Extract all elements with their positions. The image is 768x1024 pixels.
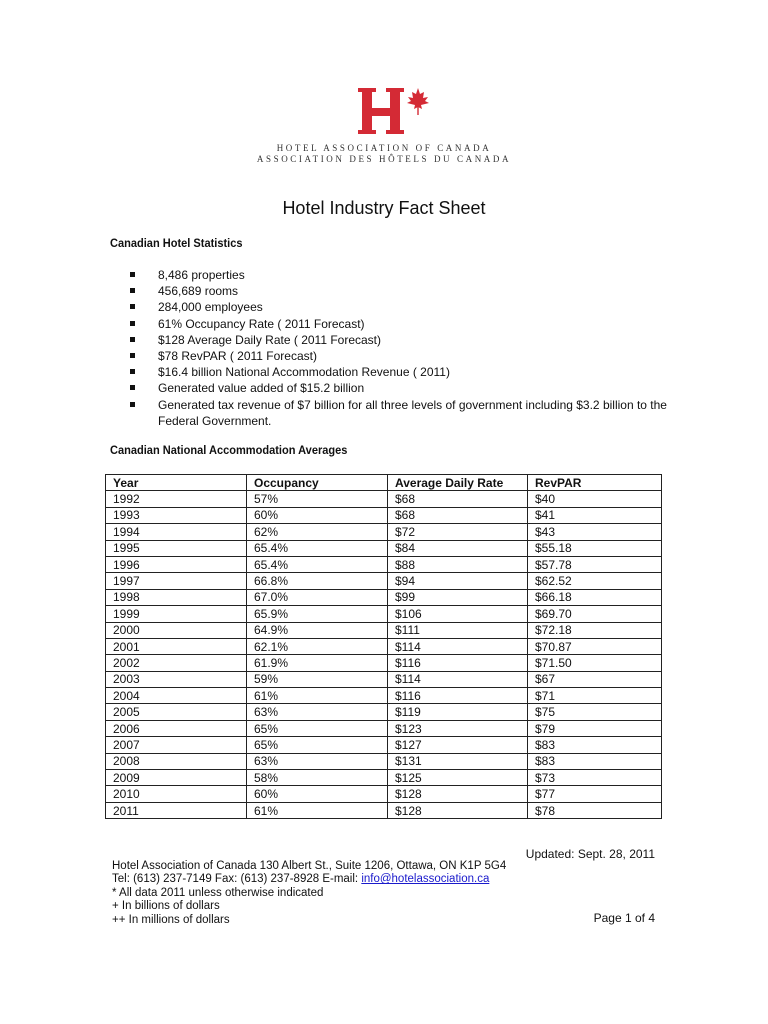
year-cell: 2008 [106, 753, 247, 769]
bullet-icon [130, 402, 135, 407]
revpar-cell: $79 [528, 720, 662, 736]
averages-table [105, 474, 662, 819]
bullet-icon [130, 321, 135, 326]
list-item-text: Generated value added of $15.2 billion [158, 381, 365, 396]
footer-note-billions: + In billions of dollars [112, 900, 220, 913]
adr-cell: $128 [388, 802, 528, 818]
averages-table-body [106, 491, 662, 819]
occupancy-cell: 58% [247, 770, 388, 786]
occupancy-cell: 60% [247, 507, 388, 523]
year-cell: 1996 [106, 556, 247, 572]
logo-text-french: ASSOCIATION DES HÔTELS DU CANADA [256, 154, 512, 164]
year-cell: 1997 [106, 573, 247, 589]
year-cell: 2001 [106, 638, 247, 654]
occupancy-cell: 59% [247, 671, 388, 687]
updated-date: Updated: Sept. 28, 2011 [525, 847, 655, 861]
adr-cell: $68 [388, 507, 528, 523]
list-item-text: $128 Average Daily Rate ( 2011 Forecast) [158, 332, 382, 347]
adr-cell: $123 [388, 720, 528, 736]
year-cell: 2006 [106, 720, 247, 736]
occupancy-cell: 63% [247, 753, 388, 769]
adr-cell: $114 [388, 638, 528, 654]
table-row [106, 770, 662, 786]
page-number: Page 1 of 4 [593, 911, 655, 925]
table-row [106, 688, 662, 704]
list-item [110, 364, 670, 380]
occupancy-cell: 66.8% [247, 573, 388, 589]
table-row [106, 491, 662, 507]
bullet-icon [130, 304, 135, 309]
list-item [110, 348, 670, 364]
adr-cell: $99 [388, 589, 528, 605]
year-cell: 2011 [106, 802, 247, 818]
table-row [106, 622, 662, 638]
adr-cell: $88 [388, 556, 528, 572]
column-header-occupancy: Occupancy [247, 475, 388, 491]
occupancy-cell: 61% [247, 688, 388, 704]
occupancy-cell: 62.1% [247, 638, 388, 654]
occupancy-cell: 65.4% [247, 540, 388, 556]
adr-cell: $128 [388, 786, 528, 802]
bullet-icon [130, 385, 135, 390]
year-cell: 1992 [106, 491, 247, 507]
list-item-text: 61% Occupancy Rate ( 2011 Forecast) [158, 316, 365, 331]
revpar-cell: $72.18 [528, 622, 662, 638]
list-item-text: Generated tax revenue of $7 billion for all three levels of government including $3.2 billion to the Federal Government. [158, 397, 667, 428]
column-header-revpar: RevPAR [528, 475, 662, 491]
list-item-text: $78 RevPAR ( 2011 Forecast) [158, 349, 317, 364]
occupancy-cell: 65.9% [247, 606, 388, 622]
list-item [110, 283, 670, 299]
occupancy-cell: 61% [247, 802, 388, 818]
bullet-icon [130, 369, 135, 374]
table-row [106, 606, 662, 622]
adr-cell: $119 [388, 704, 528, 720]
revpar-cell: $43 [528, 524, 662, 540]
table-row [106, 573, 662, 589]
year-cell: 1999 [106, 606, 247, 622]
adr-cell: $116 [388, 655, 528, 671]
adr-cell: $111 [388, 622, 528, 638]
table-row [106, 638, 662, 654]
revpar-cell: $73 [528, 770, 662, 786]
bullet-icon [130, 288, 135, 293]
list-item [110, 397, 670, 429]
revpar-cell: $57.78 [528, 556, 662, 572]
revpar-cell: $71.50 [528, 655, 662, 671]
year-cell: 2003 [106, 671, 247, 687]
list-item [110, 299, 670, 315]
table-row [106, 720, 662, 736]
list-item [110, 267, 670, 283]
revpar-cell: $55.18 [528, 540, 662, 556]
revpar-cell: $71 [528, 688, 662, 704]
table-row [106, 737, 662, 753]
hac-h-maple-logo-icon [354, 86, 434, 138]
table-row [106, 753, 662, 769]
footer-note-millions: ++ In millions of dollars [112, 913, 230, 926]
adr-cell: $94 [388, 573, 528, 589]
occupancy-cell: 67.0% [247, 589, 388, 605]
table-row [106, 540, 662, 556]
page-title: Hotel Industry Fact Sheet [282, 198, 486, 218]
bullet-icon [130, 337, 135, 342]
stats-list [110, 267, 670, 429]
year-cell: 2005 [106, 704, 247, 720]
list-item [110, 332, 670, 348]
table-row [106, 704, 662, 720]
list-item-text: 8,486 properties [158, 268, 245, 282]
occupancy-cell: 65% [247, 737, 388, 753]
revpar-cell: $78 [528, 802, 662, 818]
adr-cell: $68 [388, 491, 528, 507]
bullet-icon [130, 272, 135, 277]
occupancy-cell: 60% [247, 786, 388, 802]
revpar-cell: $67 [528, 671, 662, 687]
revpar-cell: $77 [528, 786, 662, 802]
revpar-cell: $40 [528, 491, 662, 507]
adr-cell: $106 [388, 606, 528, 622]
adr-cell: $125 [388, 770, 528, 786]
adr-cell: $72 [388, 524, 528, 540]
table-row [106, 507, 662, 523]
footer-address: Hotel Association of Canada 130 Albert St., Suite 1206, Ottawa, ON K1P 5G4 [112, 860, 507, 872]
averages-heading: Canadian National Accommodation Averages [110, 443, 348, 457]
revpar-cell: $69.70 [528, 606, 662, 622]
adr-cell: $116 [388, 688, 528, 704]
table-row [106, 671, 662, 687]
table-row [106, 589, 662, 605]
list-item [110, 316, 670, 332]
revpar-cell: $66.18 [528, 589, 662, 605]
list-item-text: $16.4 billion National Accommodation Revenue ( 2011) [158, 365, 450, 380]
year-cell: 2002 [106, 655, 247, 671]
list-item [110, 380, 670, 396]
year-cell: 1998 [106, 589, 247, 605]
occupancy-cell: 63% [247, 704, 388, 720]
table-row [106, 802, 662, 818]
adr-cell: $114 [388, 671, 528, 687]
table-row [106, 655, 662, 671]
revpar-cell: $41 [528, 507, 662, 523]
adr-cell: $131 [388, 753, 528, 769]
revpar-cell: $70.87 [528, 638, 662, 654]
revpar-cell: $83 [528, 737, 662, 753]
year-cell: 2004 [106, 688, 247, 704]
revpar-cell: $62.52 [528, 573, 662, 589]
year-cell: 2000 [106, 622, 247, 638]
footer-contact [112, 873, 506, 886]
revpar-cell: $83 [528, 753, 662, 769]
year-cell: 2007 [106, 737, 247, 753]
year-cell: 1993 [106, 507, 247, 523]
column-header-year: Year [106, 475, 247, 491]
year-cell: 1995 [106, 540, 247, 556]
adr-cell: $127 [388, 737, 528, 753]
footer-contact-text: Tel: (613) 237-7149 Fax: (613) 237-8928 E-mail: [112, 873, 362, 886]
list-item-text: 456,689 rooms [158, 284, 239, 299]
occupancy-cell: 62% [247, 524, 388, 540]
logo-text-english: HOTEL ASSOCIATION OF CANADA [276, 143, 492, 153]
occupancy-cell: 65.4% [247, 556, 388, 572]
list-item-text: 284,000 employees [158, 300, 263, 315]
year-cell: 2010 [106, 786, 247, 802]
table-row [106, 786, 662, 802]
revpar-cell: $75 [528, 704, 662, 720]
table-header-row [106, 475, 662, 491]
footer-note-all-data: * All data 2011 unless otherwise indicated [112, 886, 324, 899]
stats-heading: Canadian Hotel Statistics [110, 236, 243, 250]
footer [112, 860, 506, 927]
table-row [106, 556, 662, 572]
occupancy-cell: 64.9% [247, 622, 388, 638]
occupancy-cell: 65% [247, 720, 388, 736]
occupancy-cell: 57% [247, 491, 388, 507]
occupancy-cell: 61.9% [247, 655, 388, 671]
year-cell: 2009 [106, 770, 247, 786]
column-header-adr: Average Daily Rate [388, 475, 528, 491]
bullet-icon [130, 353, 135, 358]
year-cell: 1994 [106, 524, 247, 540]
table-row [106, 524, 662, 540]
email-link[interactable]: info@hotelassociation.ca [361, 873, 490, 886]
adr-cell: $84 [388, 540, 528, 556]
